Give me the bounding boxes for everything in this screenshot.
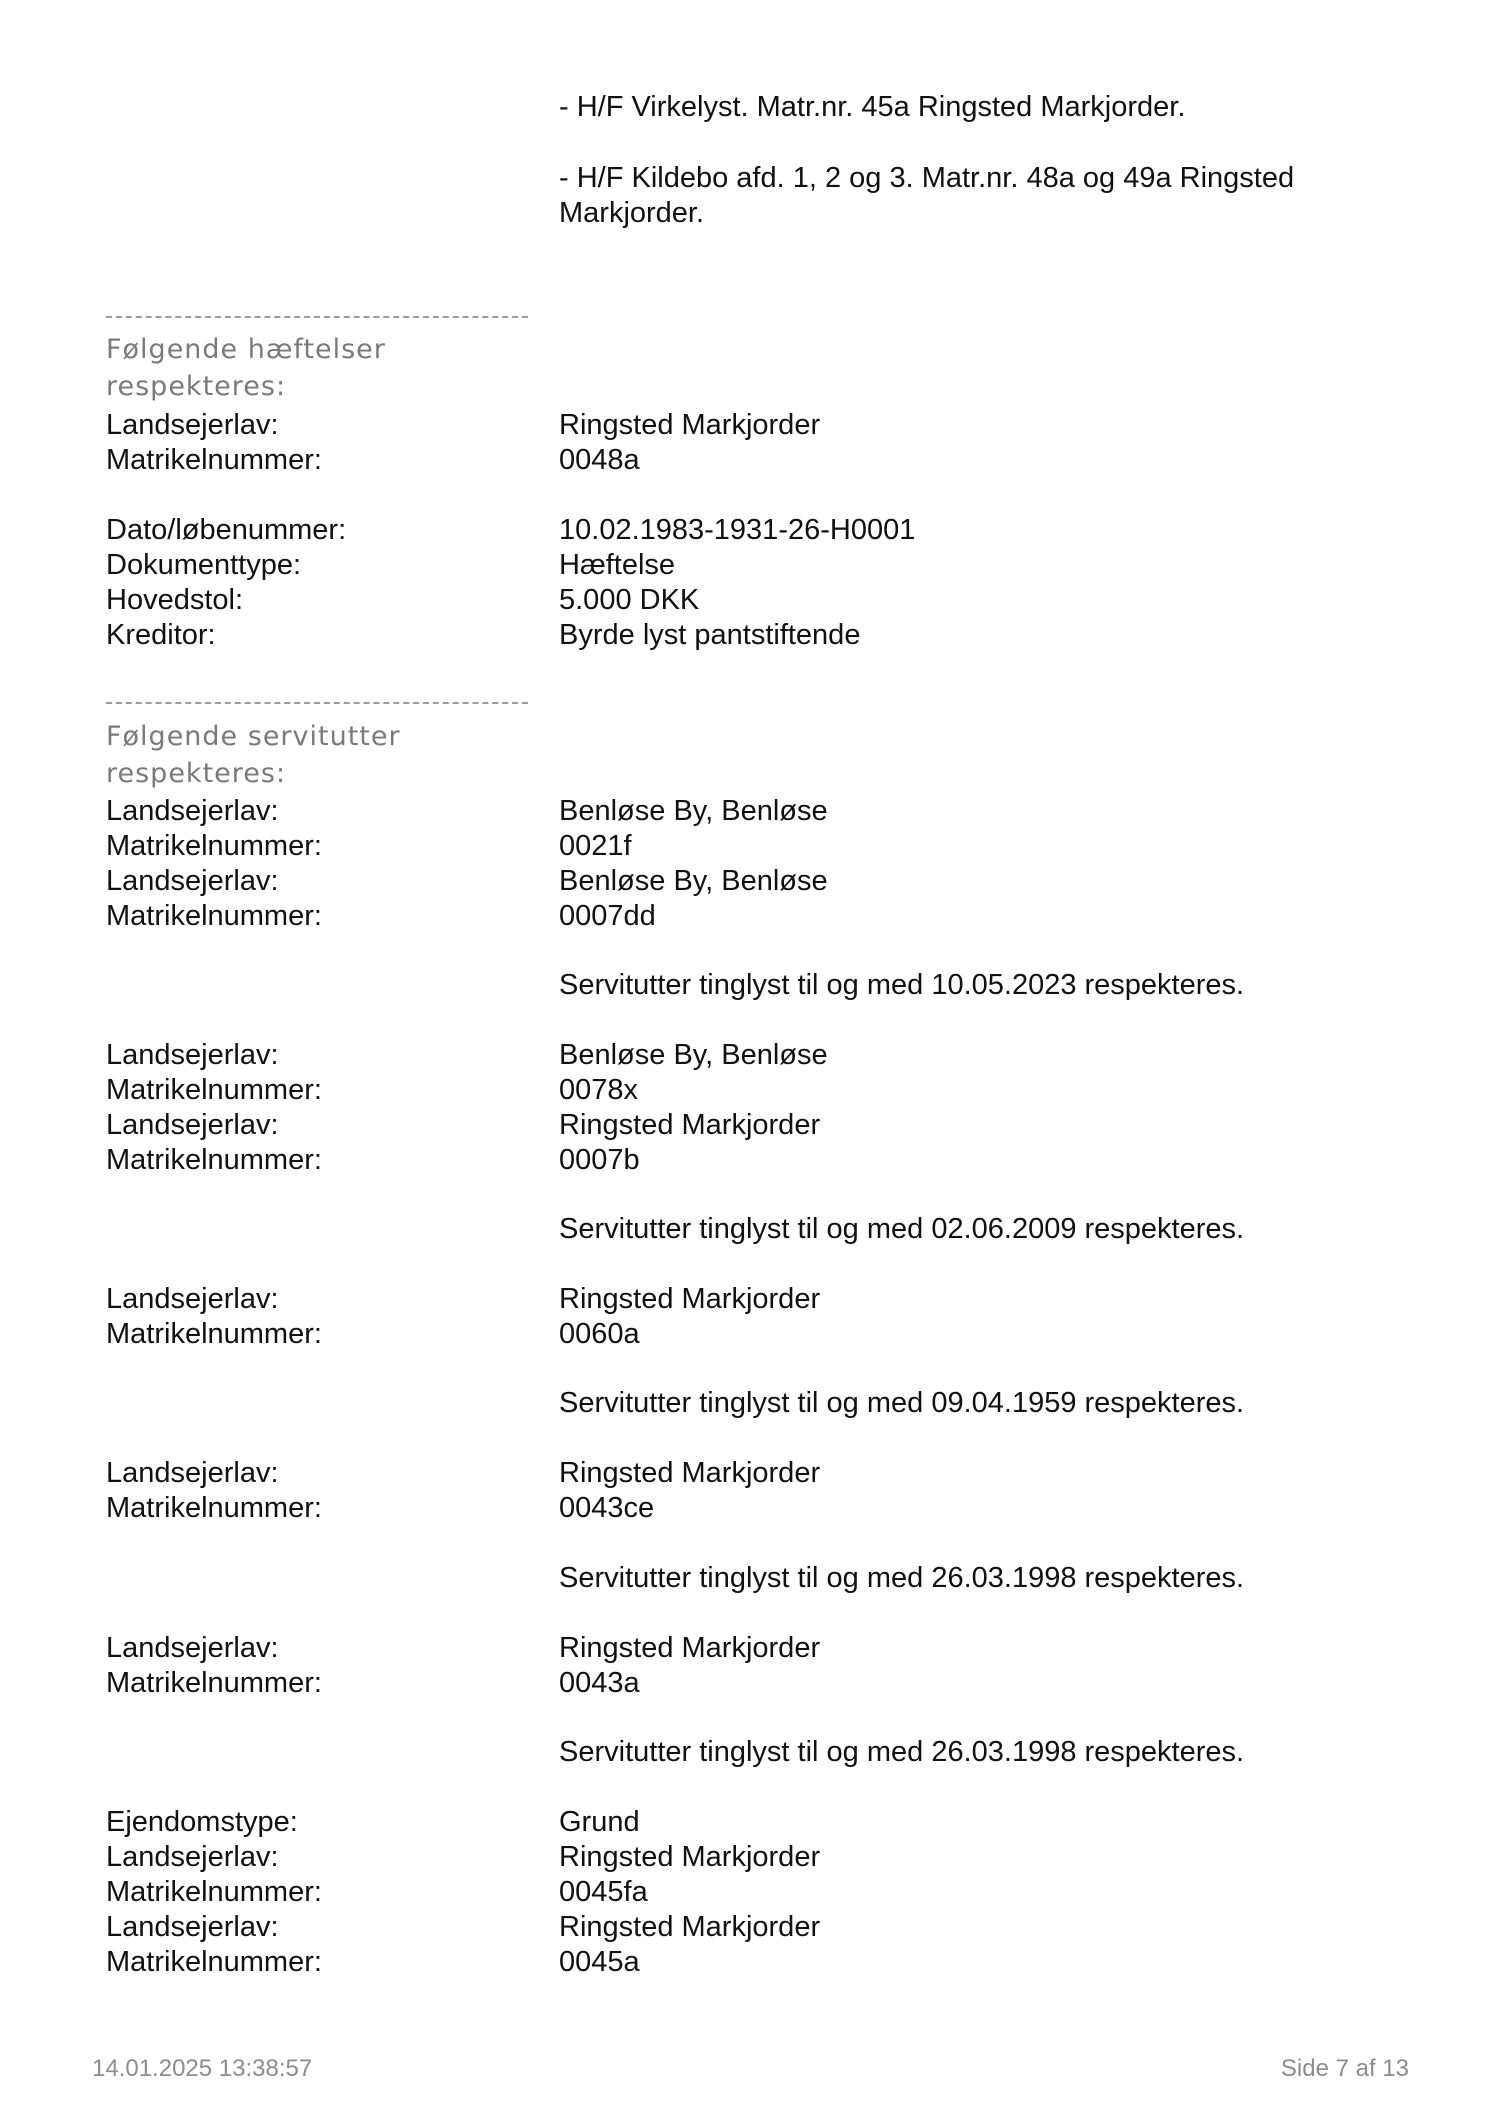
field-label: Matrikelnummer: [106,1946,322,1978]
footer-timestamp: 14.01.2025 13:38:57 [92,2055,313,2082]
servitut-note: Servitutter tinglyst til og med 02.06.2009 respekteres. [559,1213,1245,1245]
servitut-note: Servitutter tinglyst til og med 09.04.1959 respekteres. [559,1387,1245,1419]
field-label: Matrikelnummer: [106,1876,322,1908]
field-value: Byrde lyst pantstiftende [559,619,861,651]
field-value: Hæftelse [559,549,676,581]
field-value: Ringsted Markjorder [559,409,821,441]
haeftelser-heading: respekteres: [106,371,287,402]
field-value: Grund [559,1806,640,1838]
field-label: Landsejerlav: [106,1109,279,1141]
field-value: Ringsted Markjorder [559,1841,821,1873]
field-value: Ringsted Markjorder [559,1109,821,1141]
field-value: 0007b [559,1144,640,1176]
field-value: Benløse By, Benløse [559,795,828,827]
field-label: Landsejerlav: [106,1632,279,1664]
field-label: Matrikelnummer: [106,900,322,932]
field-label: Matrikelnummer: [106,1318,322,1350]
servitutter-heading: respekteres: [106,758,287,789]
intro-line: Markjorder. [559,197,705,229]
field-label: Kreditor: [106,619,216,651]
field-label: Matrikelnummer: [106,1144,322,1176]
section-divider [106,702,528,704]
field-label: Landsejerlav: [106,409,279,441]
field-value: 5.000 DKK [559,584,700,616]
field-value: Benløse By, Benløse [559,865,828,897]
field-label: Landsejerlav: [106,795,279,827]
field-value: 0045a [559,1946,640,1978]
field-value: 0060a [559,1318,640,1350]
field-value: 0045fa [559,1876,648,1908]
footer-page-number: Side 7 af 13 [1280,2055,1409,2082]
field-label: Matrikelnummer: [106,1667,322,1699]
field-label: Landsejerlav: [106,1039,279,1071]
field-label: Landsejerlav: [106,1911,279,1943]
field-label: Landsejerlav: [106,865,279,897]
servitutter-heading: Følgende servitutter [106,721,401,752]
field-label: Landsejerlav: [106,1841,279,1873]
servitut-note: Servitutter tinglyst til og med 10.05.2023 respekteres. [559,969,1245,1001]
servitut-note: Servitutter tinglyst til og med 26.03.1998 respekteres. [559,1562,1245,1594]
field-value: 0043ce [559,1492,655,1524]
field-value: 0021f [559,830,632,862]
field-label: Dokumenttype: [106,549,302,581]
field-label: Ejendomstype: [106,1806,298,1838]
field-label: Matrikelnummer: [106,1074,322,1106]
field-label: Matrikelnummer: [106,444,322,476]
field-value: 0007dd [559,900,656,932]
field-label: Matrikelnummer: [106,830,322,862]
intro-line: - H/F Kildebo afd. 1, 2 og 3. Matr.nr. 48a og 49a Ringsted [559,162,1295,194]
servitut-note: Servitutter tinglyst til og med 26.03.1998 respekteres. [559,1736,1245,1768]
field-label: Landsejerlav: [106,1457,279,1489]
field-label: Hovedstol: [106,584,244,616]
field-value: Ringsted Markjorder [559,1457,821,1489]
field-value: Ringsted Markjorder [559,1632,821,1664]
field-label: Matrikelnummer: [106,1492,322,1524]
haeftelser-heading: Følgende hæftelser [106,334,386,365]
field-label: Landsejerlav: [106,1283,279,1315]
field-value: Benløse By, Benløse [559,1039,828,1071]
field-value: 10.02.1983-1931-26-H0001 [559,514,916,546]
section-divider [106,316,528,318]
field-label: Dato/løbenummer: [106,514,347,546]
field-value: Ringsted Markjorder [559,1283,821,1315]
field-value: Ringsted Markjorder [559,1911,821,1943]
field-value: 0043a [559,1667,640,1699]
field-value: 0078x [559,1074,639,1106]
field-value: 0048a [559,444,640,476]
intro-line: - H/F Virkelyst. Matr.nr. 45a Ringsted Markjorder. [559,91,1186,123]
